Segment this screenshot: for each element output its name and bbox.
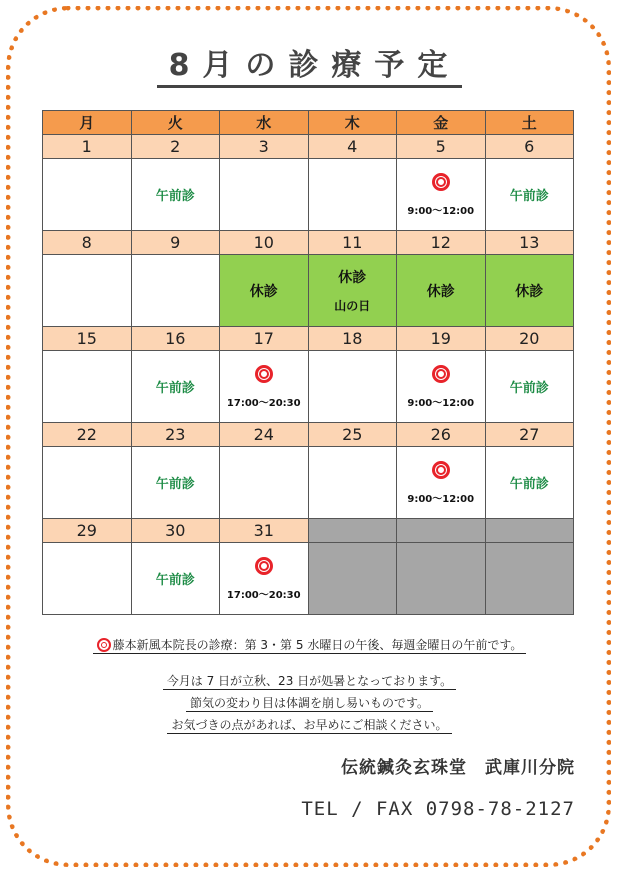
date-cell: 22 — [43, 423, 132, 447]
weekday-header-row — [43, 111, 574, 135]
schedule-row — [43, 255, 574, 327]
schedule-cell — [220, 351, 309, 423]
schedule-cell — [131, 351, 220, 423]
date-cell: 27 — [485, 423, 574, 447]
date-cell: 1 — [43, 135, 132, 159]
closed-label: 休診 — [249, 283, 278, 300]
date-cell: 6 — [485, 135, 574, 159]
hours-label: 17:00～20:30 — [226, 589, 301, 601]
schedule-cell — [220, 447, 309, 519]
date-cell: 29 — [43, 519, 132, 543]
closed-label: 休診 — [426, 283, 455, 300]
empty-cell — [397, 543, 486, 615]
schedule-cell — [43, 255, 132, 327]
date-cell: 2 — [131, 135, 220, 159]
weekday-wed: 水 — [220, 111, 309, 135]
double-circle-icon — [432, 365, 450, 383]
schedule-cell — [131, 447, 220, 519]
schedule-cell — [131, 159, 220, 231]
closed-cell — [485, 255, 574, 327]
date-row — [43, 231, 574, 255]
date-row — [43, 423, 574, 447]
weekday-tue: 火 — [131, 111, 220, 135]
schedule-cell — [485, 447, 574, 519]
schedule-row — [43, 447, 574, 519]
date-cell: 13 — [485, 231, 574, 255]
doctor-note — [0, 636, 619, 653]
double-circle-icon — [432, 173, 450, 191]
date-cell: 23 — [131, 423, 220, 447]
schedule-cell — [397, 447, 486, 519]
schedule-cell — [308, 351, 397, 423]
schedule-cell — [131, 543, 220, 615]
clinic-name: 伝統鍼灸玄珠堂 武庫川分院 — [341, 758, 575, 778]
hours-label: 17:00～20:30 — [226, 397, 301, 409]
date-cell: 19 — [397, 327, 486, 351]
weekday-fri: 金 — [397, 111, 486, 135]
schedule-cell — [485, 159, 574, 231]
schedule-cell — [43, 351, 132, 423]
date-cell: 10 — [220, 231, 309, 255]
schedule-cell — [308, 159, 397, 231]
double-circle-icon — [255, 557, 273, 575]
date-cell: 25 — [308, 423, 397, 447]
schedule-row — [43, 351, 574, 423]
schedule-row — [43, 159, 574, 231]
schedule-cell — [397, 159, 486, 231]
closed-cell — [397, 255, 486, 327]
date-row — [43, 135, 574, 159]
weekday-thu: 木 — [308, 111, 397, 135]
date-cell: 31 — [220, 519, 309, 543]
date-cell: 9 — [131, 231, 220, 255]
schedule-cell — [43, 543, 132, 615]
date-cell: 4 — [308, 135, 397, 159]
message-line: 今月は 7 日が立秋、23 日が処暑となっております。 — [163, 674, 456, 690]
hours-label: 9:00～12:00 — [407, 397, 475, 409]
empty-cell — [308, 519, 397, 543]
closed-label: 休診 — [515, 283, 544, 300]
am-clinic-label: 午前診 — [155, 477, 195, 492]
date-cell: 18 — [308, 327, 397, 351]
date-cell: 26 — [397, 423, 486, 447]
schedule-cell — [43, 447, 132, 519]
am-clinic-label: 午前診 — [509, 477, 549, 492]
schedule-cell — [397, 351, 486, 423]
date-cell: 16 — [131, 327, 220, 351]
phone-fax: TEL / FAX 0798-78-2127 — [301, 798, 575, 820]
am-clinic-label: 午前診 — [155, 573, 195, 588]
date-cell: 3 — [220, 135, 309, 159]
empty-cell — [485, 519, 574, 543]
page-title: 8月の診療予定 — [0, 40, 619, 84]
double-circle-icon — [432, 461, 450, 479]
schedule-cell — [485, 351, 574, 423]
weekday-sat: 土 — [485, 111, 574, 135]
date-cell: 11 — [308, 231, 397, 255]
hours-label: 9:00～12:00 — [407, 205, 475, 217]
double-circle-icon — [255, 365, 273, 383]
am-clinic-label: 午前診 — [509, 381, 549, 396]
holiday-label: 山の日 — [334, 299, 371, 313]
date-cell: 15 — [43, 327, 132, 351]
date-row — [43, 519, 574, 543]
date-cell: 5 — [397, 135, 486, 159]
closed-cell — [308, 255, 397, 327]
schedule-cell — [131, 255, 220, 327]
date-cell: 8 — [43, 231, 132, 255]
schedule-cell — [220, 159, 309, 231]
message-line: お気づきの点があれば、お早めにご相談ください。 — [167, 718, 451, 734]
weekday-mon: 月 — [43, 111, 132, 135]
schedule-cell — [308, 447, 397, 519]
empty-cell — [397, 519, 486, 543]
date-cell: 12 — [397, 231, 486, 255]
am-clinic-label: 午前診 — [155, 381, 195, 396]
closed-label: 休診 — [338, 270, 367, 286]
date-cell: 24 — [220, 423, 309, 447]
schedule-cell — [220, 543, 309, 615]
am-clinic-label: 午前診 — [155, 189, 195, 204]
double-circle-icon — [97, 638, 111, 652]
schedule-cell — [43, 159, 132, 231]
closed-cell — [220, 255, 309, 327]
seasonal-message — [0, 670, 619, 736]
doctor-note-text: 藤本新風本院長の診療：第 3・第 5 水曜日の午後、毎週金曜日の午前です。 — [112, 638, 523, 652]
schedule-row — [43, 543, 574, 615]
empty-cell — [485, 543, 574, 615]
hours-label: 9:00～12:00 — [407, 493, 475, 505]
am-clinic-label: 午前診 — [509, 189, 549, 204]
date-cell: 20 — [485, 327, 574, 351]
date-cell: 30 — [131, 519, 220, 543]
date-cell: 17 — [220, 327, 309, 351]
empty-cell — [308, 543, 397, 615]
message-line: 節気の変わり目は体調を崩し易いものです。 — [186, 696, 433, 712]
calendar-table — [42, 110, 574, 615]
date-row — [43, 327, 574, 351]
